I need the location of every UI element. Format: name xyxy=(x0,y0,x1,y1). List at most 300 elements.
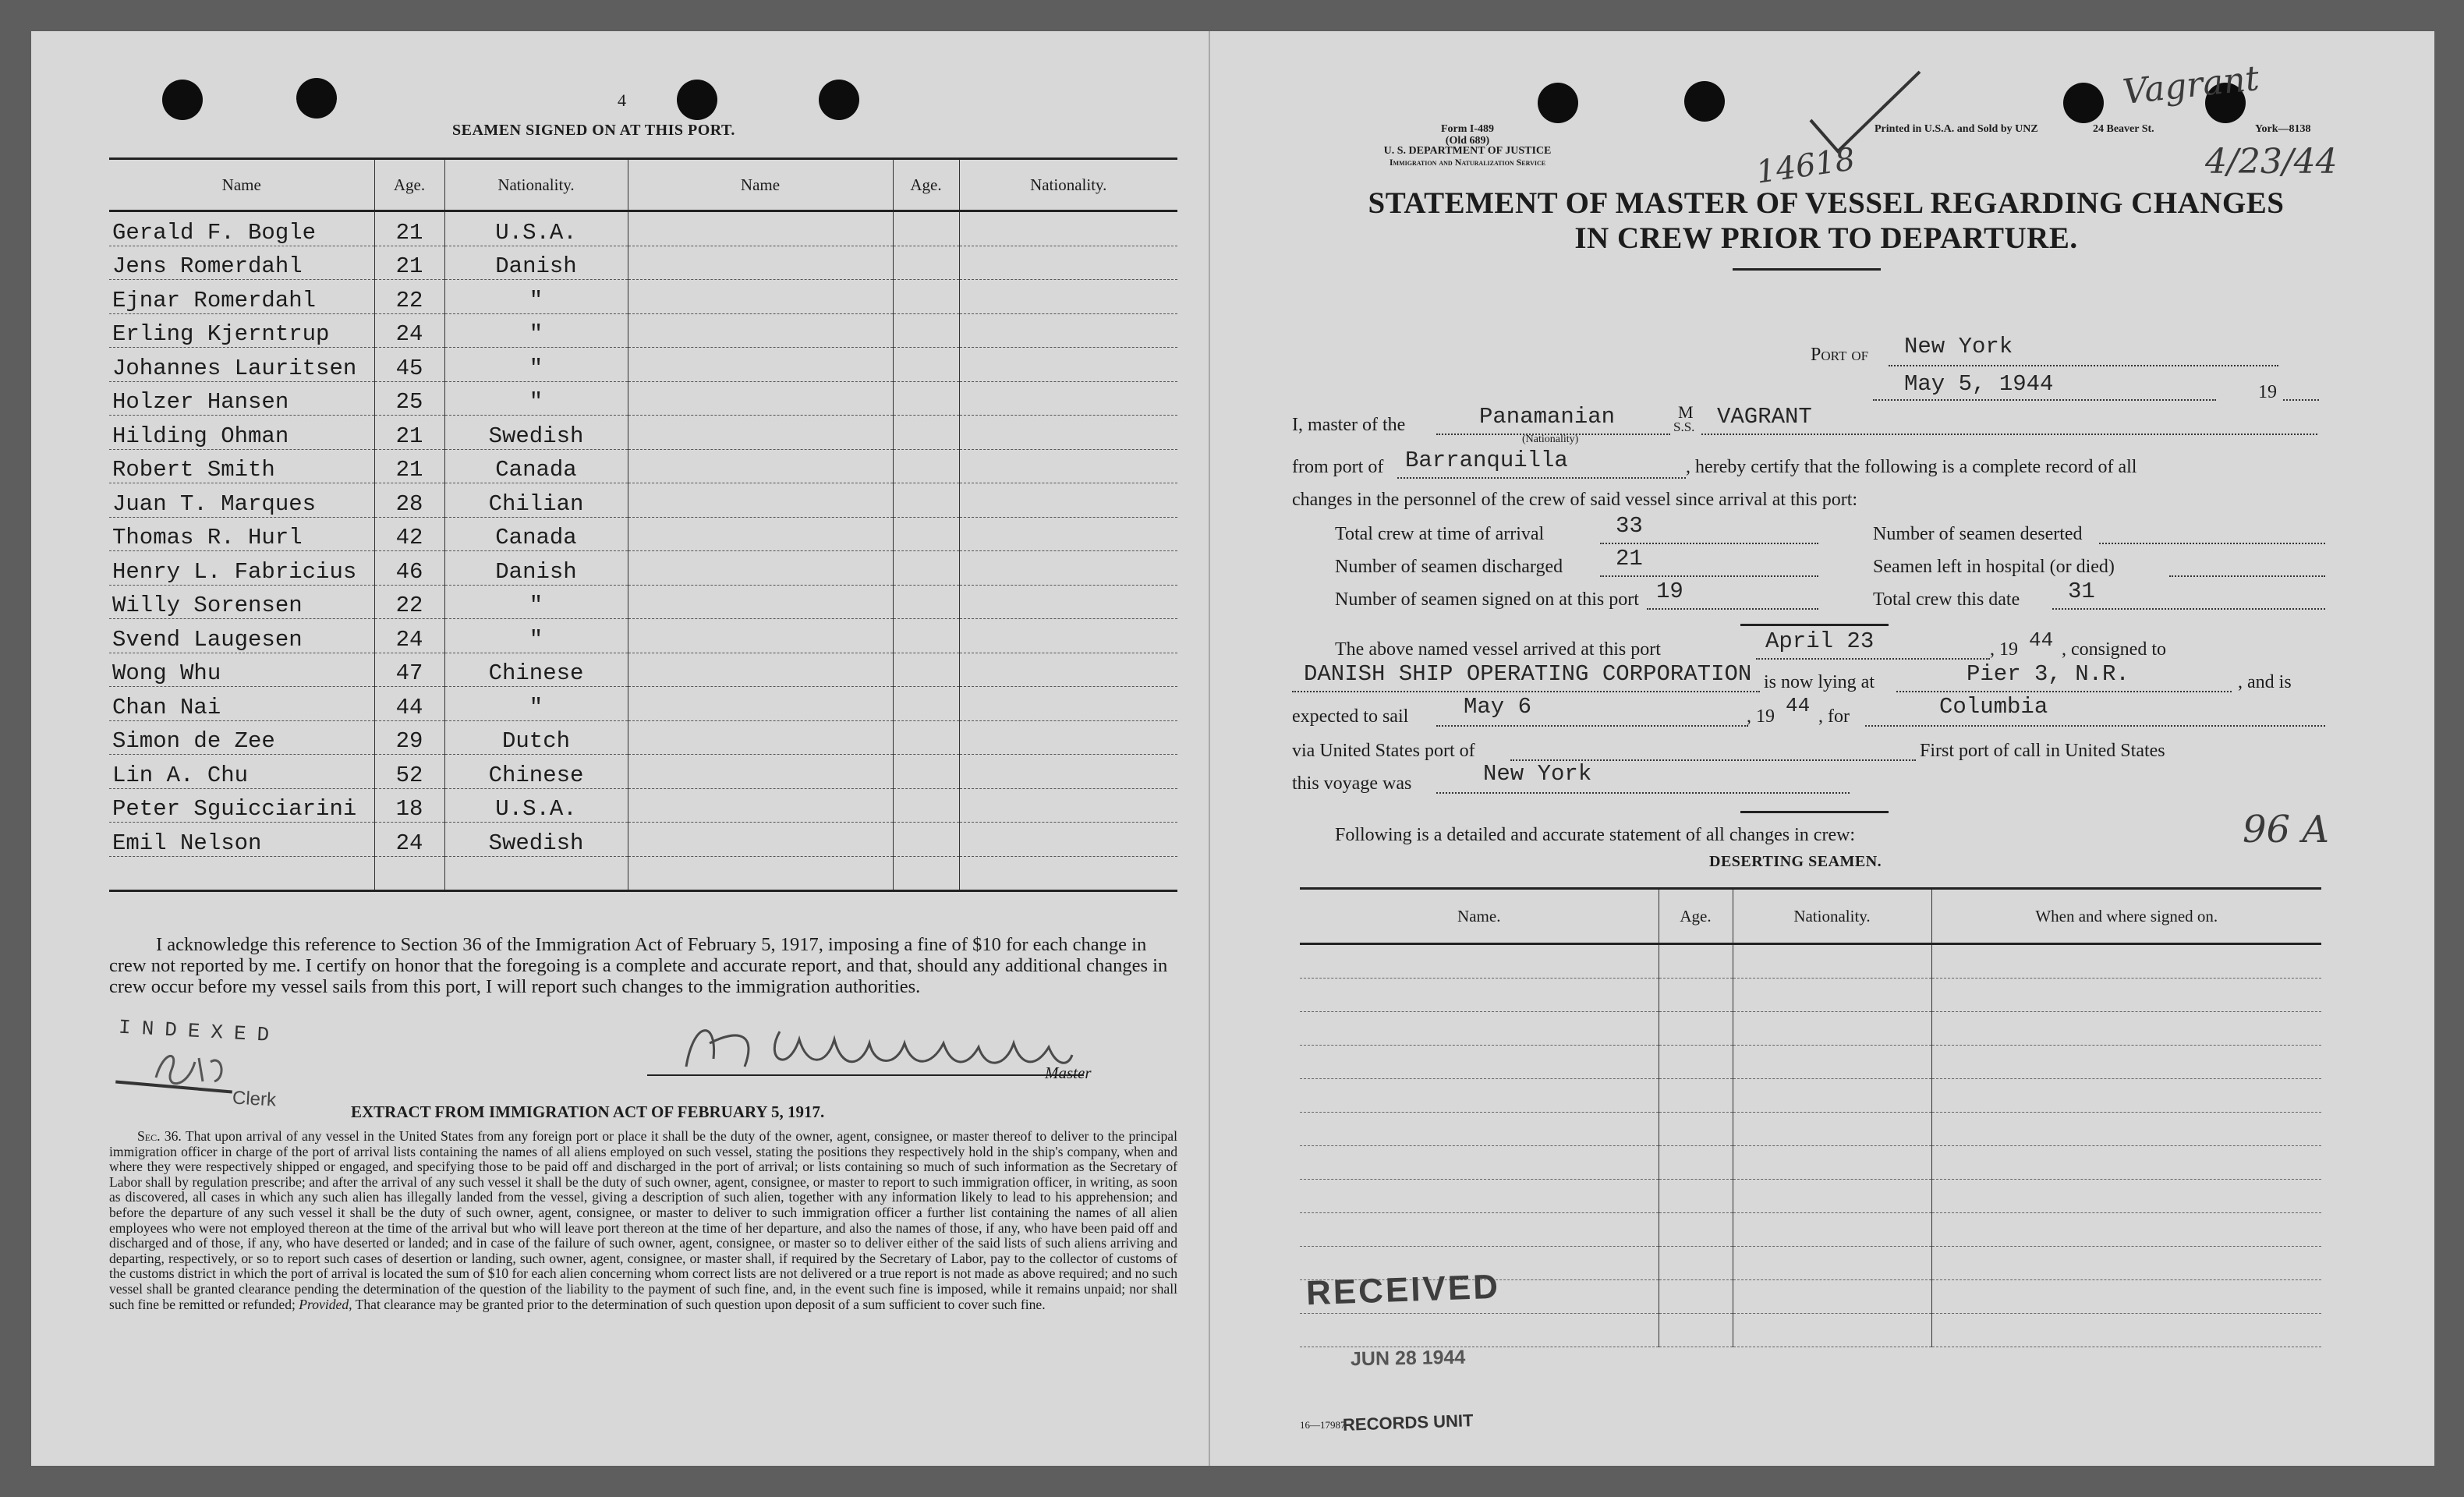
column-header-age: Age. xyxy=(374,159,444,211)
table-row xyxy=(109,449,1177,483)
empty-cell xyxy=(959,280,1177,314)
table-row xyxy=(1300,1213,2321,1247)
empty-cell xyxy=(628,585,893,619)
left-page xyxy=(31,31,1209,1466)
year-line xyxy=(2283,399,2319,401)
empty-cell xyxy=(959,483,1177,518)
form-number: Form I-489 xyxy=(1440,123,1495,135)
seamen-discharged-value: 21 xyxy=(1616,546,1643,572)
column-header-nationality: Nationality. xyxy=(1733,889,1931,944)
column-header-signed-on: When and where signed on. xyxy=(1931,889,2321,944)
seaman-age: 46 xyxy=(374,551,444,586)
empty-cell xyxy=(1300,1046,1659,1079)
expected-value: May 6 xyxy=(1464,694,1532,720)
empty-cell xyxy=(628,313,893,348)
total-crew-arrival-value: 33 xyxy=(1616,513,1643,539)
table-row xyxy=(1300,1046,2321,1079)
vessel-name-line xyxy=(1701,434,2317,435)
seaman-name: Juan T. Marques xyxy=(109,483,374,518)
empty-cell xyxy=(628,449,893,483)
records-unit-stamp: RECORDS UNIT xyxy=(1342,1410,1474,1435)
empty-cell xyxy=(1733,1113,1931,1146)
column-header-nationality: Nationality. xyxy=(959,159,1177,211)
empty-cell xyxy=(1659,1012,1733,1046)
section-36-body: That upon arrival of any vessel in the United States from any foreign port or place it shall be the duty of the owner, agent, consignee, or master thereof to deliver to the principal immigration officer in charge of the port of arrival lists containing the names of all aliens employed on such vessel, stating the positions they respectively hold in the ship's company, when and where they were respectively shipped or engaged, and specifying those to be paid off and discharged in the port of arrival; or lists containing so much of such information as the Secretary of Labor shall by regulation prescribe; and after the arrival of any such vessel it shall be the duty of such owner, agent, consignee, or master to report to such immigration officer, in writing, as soon as discovered, all cases in which any such alien has illegally landed from the vessel, giving a description of such alien, together with any information likely to lead to his apprehension; and before the departure of any such vessel it shall be the duty of such owner, agent, consignee, or master to deliver to such immigration officer a further list containing the names of all alien employees who were not employed thereon at the time of the arrival but who will leave port thereon at the time of her departure, and also the names of those, if any, who have been paid off and discharged and of those, if any, who have deserted or landed; and in case of the failure of such owner, agent, consignee, or master so to deliver either of the said lists of such aliens arriving and departing, respectively, or so to report such cases of desertion or landing, such owner, agent, consignee, or master shall, if required by the Secretary of Labor, pay to the collector of customs of the customs district in which the port of arrival is located the sum of $10 for each alien concerning whom correct lists are not delivered or a true report is not made as above required; and no such vessel shall be granted clearance pending the determination of the question of the liability to the payment of such fine, and, in the event such fine is imposed, while it remains unpaid; nor shall such fine be remitted or refunded; xyxy=(109,1128,1177,1312)
seamen-signed-on-table xyxy=(109,157,1177,892)
seaman-age: 24 xyxy=(374,313,444,348)
handwritten-vessel-name: Vagrant xyxy=(2120,58,2261,113)
seaman-nationality: Swedish xyxy=(444,416,628,450)
empty-cell xyxy=(893,551,959,586)
empty-cell xyxy=(893,381,959,416)
seaman-age: 21 xyxy=(374,449,444,483)
empty-cell xyxy=(893,823,959,857)
seaman-nationality: " xyxy=(444,348,628,382)
clerk-label: Clerk xyxy=(232,1087,277,1111)
signed-on-value: 19 xyxy=(1656,579,1683,604)
seaman-age: 29 xyxy=(374,720,444,755)
empty-cell xyxy=(959,585,1177,619)
column-header-name: Name xyxy=(628,159,893,211)
empty-cell xyxy=(893,449,959,483)
table-row xyxy=(1300,944,2321,979)
table-row xyxy=(109,788,1177,823)
printer-info: Printed in U.S.A. and Sold by UNZ xyxy=(1875,123,2038,135)
table-row xyxy=(109,381,1177,416)
table-row xyxy=(109,517,1177,551)
seaman-name: Hilding Ohman xyxy=(109,416,374,450)
empty-cell xyxy=(959,551,1177,586)
table-row xyxy=(109,585,1177,619)
empty-cell xyxy=(959,517,1177,551)
seaman-name: Simon de Zee xyxy=(109,720,374,755)
total-crew-date-label: Total crew this date xyxy=(1873,589,2020,610)
empty-cell xyxy=(1931,1247,2321,1280)
seaman-nationality: " xyxy=(444,280,628,314)
empty-cell xyxy=(628,280,893,314)
seaman-age: 21 xyxy=(374,416,444,450)
service-name: Immigration and Naturalization Service xyxy=(1389,157,1546,168)
lying-value: Pier 3, N.R. xyxy=(1967,661,2129,687)
empty-cell xyxy=(1659,1046,1733,1079)
empty-cell xyxy=(1659,1113,1733,1146)
seaman-name: Holzer Hansen xyxy=(109,381,374,416)
empty-cell xyxy=(959,856,1177,891)
seaman-name: Svend Laugesen xyxy=(109,619,374,653)
port-of-line xyxy=(1889,365,2278,366)
empty-cell xyxy=(1300,1012,1659,1046)
empty-cell xyxy=(628,619,893,653)
empty-cell xyxy=(959,720,1177,755)
seaman-nationality: " xyxy=(444,619,628,653)
empty-cell xyxy=(1733,1314,1931,1347)
seamen-discharged-line xyxy=(1600,575,1818,577)
seaman-nationality: Danish xyxy=(444,551,628,586)
via-label: via United States port of xyxy=(1292,741,1475,761)
section-36-proviso-word: Provided, xyxy=(299,1296,352,1312)
total-crew-date-value: 31 xyxy=(2068,579,2095,604)
expected-year: 44 xyxy=(1786,694,1811,717)
empty-cell xyxy=(959,211,1177,246)
seaman-name: Thomas R. Hurl xyxy=(109,517,374,551)
empty-cell xyxy=(628,348,893,382)
voyage-line xyxy=(1436,792,1850,794)
empty-cell xyxy=(1300,1213,1659,1247)
handwritten-date: 4/23/44 xyxy=(2205,142,2338,182)
from-port-line xyxy=(1397,477,1686,479)
vessel-nationality: Panamanian xyxy=(1479,404,1616,430)
empty-cell xyxy=(1659,1247,1733,1280)
expected-line xyxy=(1436,725,1748,727)
seaman-name: Willy Sorensen xyxy=(109,585,374,619)
form-identifier xyxy=(1374,123,1561,147)
seaman-nationality: " xyxy=(444,381,628,416)
seaman-nationality xyxy=(444,856,628,891)
consignee: DANISH SHIP OPERATING CORPORATION xyxy=(1304,661,1752,687)
page-number: 4 xyxy=(618,90,626,110)
empty-cell xyxy=(1733,1012,1931,1046)
empty-cell xyxy=(893,585,959,619)
table-row xyxy=(109,856,1177,891)
punch-hole xyxy=(162,80,203,120)
consigned-label: , consigned to xyxy=(2062,639,2166,660)
seaman-name: Gerald F. Bogle xyxy=(109,211,374,246)
empty-cell xyxy=(893,856,959,891)
empty-cell xyxy=(1733,1079,1931,1113)
port-of-value: New York xyxy=(1904,334,2013,359)
empty-cell xyxy=(1931,1012,2321,1046)
table-row xyxy=(109,483,1177,518)
department-name: U. S. DEPARTMENT OF JUSTICE xyxy=(1383,145,1552,157)
empty-cell xyxy=(893,517,959,551)
empty-cell xyxy=(1300,944,1659,979)
seaman-age: 21 xyxy=(374,246,444,280)
hospital-label: Seamen left in hospital (or died) xyxy=(1873,557,2115,577)
arrived-year: 44 xyxy=(2029,628,2054,652)
empty-cell xyxy=(628,246,893,280)
table-row xyxy=(109,720,1177,755)
handwritten-file-number: 14618 xyxy=(1754,141,1857,191)
acknowledgement-text: I acknowledge this reference to Section 36 of the Immigration Act of February 5, 1917, imposing a fine of $10 for each change in crew not reported by me. I certify on honor that the foregoing is a complete and accurate report, and that, should any additional changes in crew occur before my vessel sails from this port, I will report such changes to the immigration authorities. xyxy=(109,934,1168,997)
empty-cell xyxy=(1931,1314,2321,1347)
table-row xyxy=(1300,1012,2321,1046)
seaman-name: Ejnar Romerdahl xyxy=(109,280,374,314)
master-signature xyxy=(671,1012,1076,1082)
seaman-name: Lin A. Chu xyxy=(109,755,374,789)
total-crew-arrival-line xyxy=(1600,543,1818,544)
seaman-age: 21 xyxy=(374,211,444,246)
section-rule xyxy=(1740,811,1889,813)
deserting-title: DESERTING SEAMEN. xyxy=(1709,853,1882,870)
seaman-age: 22 xyxy=(374,585,444,619)
column-header-age: Age. xyxy=(1659,889,1733,944)
empty-cell xyxy=(628,687,893,721)
empty-cell xyxy=(959,653,1177,687)
empty-cell xyxy=(628,755,893,789)
seaman-age: 22 xyxy=(374,280,444,314)
year-suffix: 19 xyxy=(2258,382,2277,402)
section-36-label: Sec. 36. xyxy=(137,1128,182,1144)
empty-cell xyxy=(1659,1280,1733,1314)
empty-cell xyxy=(628,517,893,551)
empty-cell xyxy=(1931,1180,2321,1213)
punch-hole xyxy=(2063,83,2104,123)
empty-cell xyxy=(959,348,1177,382)
seaman-nationality: Chinese xyxy=(444,755,628,789)
empty-cell xyxy=(1931,944,2321,979)
empty-cell xyxy=(1733,944,1931,979)
empty-cell xyxy=(959,313,1177,348)
changes-text: changes in the personnel of the crew of said vessel since arrival at this port: xyxy=(1292,490,1858,510)
department-heading xyxy=(1312,145,1623,168)
arrived-value: April 23 xyxy=(1765,628,1875,654)
seaman-nationality: Chilian xyxy=(444,483,628,518)
seaman-name: Peter Sguicciarini xyxy=(109,788,374,823)
date-line xyxy=(1873,399,2216,401)
section-36-proviso: That clearance may be granted prior to the determination of such question upon deposit of a sum sufficient to cover such fine. xyxy=(355,1296,1046,1312)
empty-cell xyxy=(1733,1146,1931,1180)
right-page xyxy=(1209,31,2434,1466)
vessel-name: VAGRANT xyxy=(1717,404,1812,430)
column-header-nationality: Nationality. xyxy=(444,159,628,211)
table-row xyxy=(1300,979,2321,1012)
empty-cell xyxy=(893,280,959,314)
empty-cell xyxy=(959,823,1177,857)
seaman-age: 24 xyxy=(374,619,444,653)
empty-cell xyxy=(893,313,959,348)
seaman-nationality: Swedish xyxy=(444,823,628,857)
indexed-stamp: INDEXED xyxy=(118,1015,281,1048)
lying-label: is now lying at xyxy=(1764,672,1875,692)
seaman-name: Chan Nai xyxy=(109,687,374,721)
received-stamp: RECEIVED xyxy=(1305,1267,1501,1313)
table-row xyxy=(109,823,1177,857)
seaman-age: 47 xyxy=(374,653,444,687)
table-row xyxy=(109,687,1177,721)
empty-cell xyxy=(628,483,893,518)
table-row xyxy=(1300,1146,2321,1180)
for-label: , for xyxy=(1818,706,1850,727)
seaman-nationality: U.S.A. xyxy=(444,211,628,246)
empty-cell xyxy=(1733,1046,1931,1079)
empty-cell xyxy=(959,381,1177,416)
empty-cell xyxy=(628,788,893,823)
empty-cell xyxy=(1931,1213,2321,1247)
empty-cell xyxy=(959,619,1177,653)
seamen-discharged-label: Number of seamen discharged xyxy=(1335,557,1563,577)
empty-cell xyxy=(1931,979,2321,1012)
empty-cell xyxy=(1300,1180,1659,1213)
table-row xyxy=(109,653,1177,687)
column-header-name: Name. xyxy=(1300,889,1659,944)
following-text: Following is a detailed and accurate statement of all changes in crew: xyxy=(1335,825,1856,845)
seaman-age: 25 xyxy=(374,381,444,416)
empty-cell xyxy=(1300,1146,1659,1180)
seaman-age xyxy=(374,856,444,891)
empty-cell xyxy=(893,619,959,653)
table-row xyxy=(109,755,1177,789)
empty-cell xyxy=(959,788,1177,823)
empty-cell xyxy=(1659,1314,1733,1347)
seaman-nationality: Chinese xyxy=(444,653,628,687)
empty-cell xyxy=(1931,1046,2321,1079)
section-rule xyxy=(1740,624,1889,626)
master-label: Master xyxy=(1045,1063,1092,1082)
section-36-text xyxy=(109,1129,1177,1312)
table-row xyxy=(109,416,1177,450)
empty-cell xyxy=(1931,1113,2321,1146)
arrived-label: The above named vessel arrived at this port xyxy=(1335,639,1661,660)
vessel-type-ss: S.S. xyxy=(1673,419,1695,434)
seaman-age: 45 xyxy=(374,348,444,382)
empty-cell xyxy=(893,653,959,687)
port-of-label: Port of xyxy=(1811,345,1869,365)
seaman-age: 52 xyxy=(374,755,444,789)
arrived-line xyxy=(1756,658,1990,660)
empty-cell xyxy=(1659,1079,1733,1113)
received-date-stamp: JUN 28 1944 xyxy=(1350,1346,1466,1371)
and-is-label: , and is xyxy=(2238,672,2292,692)
empty-cell xyxy=(1300,979,1659,1012)
master-signature-line xyxy=(647,1074,1084,1076)
table-row xyxy=(1300,1180,2321,1213)
empty-cell xyxy=(959,246,1177,280)
table-row xyxy=(109,619,1177,653)
table-row xyxy=(109,211,1177,246)
empty-cell xyxy=(628,653,893,687)
seaman-nationality: " xyxy=(444,313,628,348)
seaman-age: 44 xyxy=(374,687,444,721)
form-title xyxy=(1288,186,2364,256)
table-row xyxy=(109,280,1177,314)
print-code: 16—17987 xyxy=(1300,1419,1346,1431)
empty-cell xyxy=(893,720,959,755)
lying-line xyxy=(1896,691,2232,692)
vessel-type-m: M xyxy=(1678,402,1694,422)
first-port-label: First port of call in United States xyxy=(1920,741,2165,761)
table-row xyxy=(109,348,1177,382)
table-row xyxy=(1300,1314,2321,1347)
empty-cell xyxy=(959,449,1177,483)
for-value: Columbia xyxy=(1939,694,2048,720)
expected-label: expected to sail xyxy=(1292,706,1409,727)
empty-cell xyxy=(893,211,959,246)
empty-cell xyxy=(1300,1079,1659,1113)
empty-cell xyxy=(1733,1280,1931,1314)
empty-cell xyxy=(628,823,893,857)
empty-cell xyxy=(959,755,1177,789)
from-port-value: Barranquilla xyxy=(1405,448,1568,473)
punch-hole xyxy=(819,80,859,120)
title-rule xyxy=(1733,268,1881,271)
empty-cell xyxy=(1659,1180,1733,1213)
form-old-number: (Old 689) xyxy=(1445,135,1490,147)
seaman-name: Emil Nelson xyxy=(109,823,374,857)
voyage-value: New York xyxy=(1483,761,1592,787)
form-title-line-2: IN CREW PRIOR TO DEPARTURE. xyxy=(1574,221,2078,255)
empty-cell xyxy=(628,416,893,450)
empty-cell xyxy=(1931,1146,2321,1180)
empty-cell xyxy=(1300,1314,1659,1347)
empty-cell xyxy=(1733,1213,1931,1247)
punch-hole xyxy=(1684,81,1725,122)
seamen-deserted-label: Number of seamen deserted xyxy=(1873,524,2083,544)
voyage-label: this voyage was xyxy=(1292,773,1412,794)
for-line xyxy=(1865,725,2325,727)
from-port-label: from port of xyxy=(1292,457,1384,477)
empty-cell xyxy=(628,381,893,416)
empty-cell xyxy=(893,788,959,823)
seaman-nationality: Canada xyxy=(444,517,628,551)
empty-cell xyxy=(893,348,959,382)
empty-cell xyxy=(893,416,959,450)
table-row xyxy=(1300,1079,2321,1113)
table-row xyxy=(109,551,1177,586)
empty-cell xyxy=(1733,979,1931,1012)
total-crew-arrival-label: Total crew at time of arrival xyxy=(1335,524,1545,544)
seaman-age: 24 xyxy=(374,823,444,857)
seaman-nationality: Dutch xyxy=(444,720,628,755)
punch-hole xyxy=(677,80,717,120)
empty-cell xyxy=(1733,1180,1931,1213)
expected-year-prefix: , 19 xyxy=(1747,706,1775,727)
empty-cell xyxy=(1659,979,1733,1012)
empty-cell xyxy=(1300,1113,1659,1146)
empty-cell xyxy=(893,483,959,518)
master-of-label: I, master of the xyxy=(1292,415,1406,435)
punch-hole xyxy=(1538,83,1578,123)
empty-cell xyxy=(628,856,893,891)
seaman-name: Johannes Lauritsen xyxy=(109,348,374,382)
punch-hole xyxy=(296,78,337,119)
empty-cell xyxy=(1931,1280,2321,1314)
seaman-name xyxy=(109,856,374,891)
seaman-name: Jens Romerdahl xyxy=(109,246,374,280)
statement-date: May 5, 1944 xyxy=(1904,371,2054,397)
table-row xyxy=(109,313,1177,348)
nationality-caption: (Nationality) xyxy=(1522,434,1579,445)
empty-cell xyxy=(893,246,959,280)
seaman-nationality: " xyxy=(444,687,628,721)
section-title: SEAMEN SIGNED ON AT THIS PORT. xyxy=(452,122,735,139)
signed-on-line xyxy=(1647,608,1818,610)
empty-cell xyxy=(628,551,893,586)
empty-cell xyxy=(893,755,959,789)
empty-cell xyxy=(893,687,959,721)
table-header-row xyxy=(109,159,1177,211)
seaman-age: 18 xyxy=(374,788,444,823)
signed-on-label: Number of seamen signed on at this port xyxy=(1335,589,1639,610)
seaman-nationality: Danish xyxy=(444,246,628,280)
consignee-line xyxy=(1292,691,1760,692)
empty-cell xyxy=(1659,1146,1733,1180)
seaman-age: 28 xyxy=(374,483,444,518)
total-crew-date-line xyxy=(2052,608,2325,610)
empty-cell xyxy=(628,211,893,246)
seaman-nationality: Canada xyxy=(444,449,628,483)
table-row xyxy=(1300,1113,2321,1146)
empty-cell xyxy=(1931,1079,2321,1113)
form-title-line-1: STATEMENT OF MASTER OF VESSEL REGARDING CHANGES xyxy=(1368,186,2285,220)
hospital-line xyxy=(2169,575,2325,577)
empty-cell xyxy=(1659,1213,1733,1247)
arrived-year-prefix: , 19 xyxy=(1990,639,2018,660)
empty-cell xyxy=(959,687,1177,721)
table-header-row xyxy=(1300,889,2321,944)
seaman-name: Robert Smith xyxy=(109,449,374,483)
printer-code: York—8138 xyxy=(2255,123,2311,135)
empty-cell xyxy=(1659,944,1733,979)
